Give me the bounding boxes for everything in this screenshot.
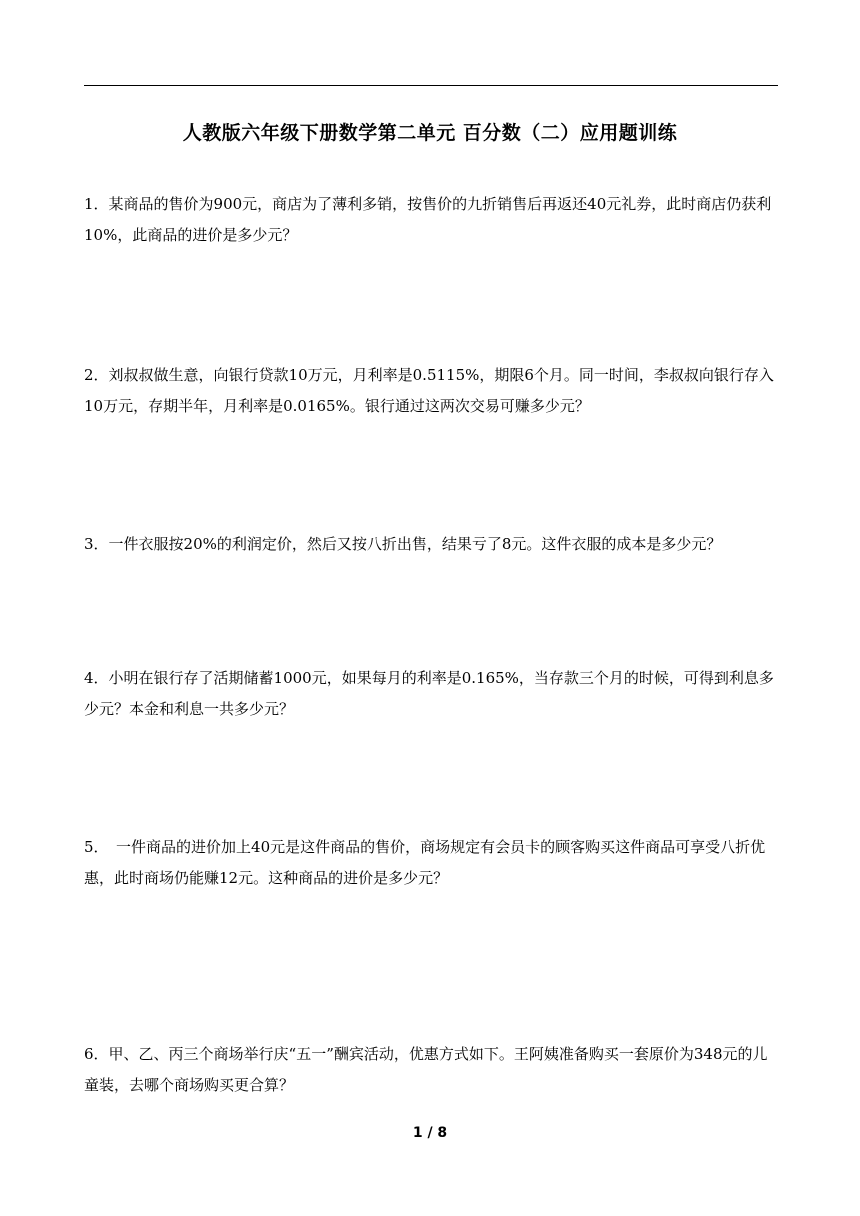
question-5 (84, 832, 780, 894)
question-text: 某商品的售价为900元，商店为了薄利多销，按售价的九折销售后再返还40元礼券，此时商店仍获利10%，此商品的进价是多少元？ (84, 195, 772, 244)
question-number: 4． (84, 669, 109, 687)
page-number: 1 / 8 (412, 1125, 448, 1141)
page-title: 人教版六年级下册数学第二单元 百分数（二）应用题训练 (182, 122, 678, 144)
question-6 (84, 1039, 780, 1101)
question-number: 5． (84, 838, 102, 856)
question-text: 刘叔叔做生意，向银行贷款10万元，月利率是0.5115%，期限6个月。同一时间，李叔叔向银行存入10万元，存期半年，月利率是0.0165%。银行通过这两次交易可赚多少元？ (84, 366, 774, 415)
header-rule (84, 85, 778, 86)
question-1 (84, 189, 780, 251)
question-number: 3． (84, 535, 109, 553)
question-text: 小明在银行存了活期储蓄1000元，如果每月的利率是0.165%，当存款三个月的时候，可得到利息多少元？本金和利息一共多少元？ (84, 669, 774, 718)
question-2 (84, 360, 780, 422)
question-text: 甲、乙、丙三个商场举行庆“五一”酬宾活动，优惠方式如下。王阿姨准备购买一套原价为348元的儿童装，去哪个商场购买更合算？ (84, 1045, 768, 1094)
question-text: 一件商品的进价加上40元是这件商品的售价，商场规定有会员卡的顾客购买这件商品可享受八折优惠，此时商场仍能赚12元。这种商品的进价是多少元？ (84, 838, 766, 887)
question-number: 6． (84, 1045, 109, 1063)
question-number: 2． (84, 366, 109, 384)
question-text: 一件衣服按20%的利润定价，然后又按八折出售，结果亏了8元。这件衣服的成本是多少元？ (108, 535, 722, 553)
question-4 (84, 663, 780, 725)
question-3 (84, 529, 780, 560)
question-number: 1． (84, 195, 109, 213)
